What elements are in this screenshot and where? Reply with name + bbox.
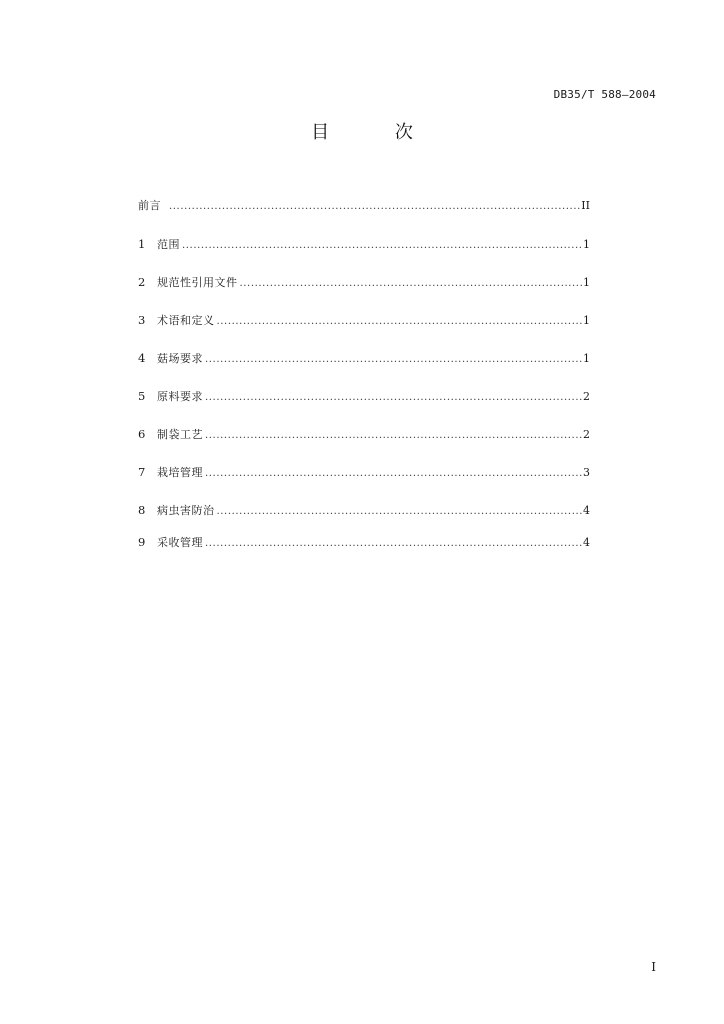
toc-dot-leader xyxy=(182,238,582,254)
toc-entry-label: 规范性引用文件 xyxy=(157,276,238,289)
toc-dot-leader xyxy=(217,314,583,330)
toc-entry-farm-requirements[interactable] xyxy=(138,350,590,366)
toc-dot-leader xyxy=(205,428,582,444)
toc-page-number: 1 xyxy=(583,352,590,365)
toc-dot-leader xyxy=(205,536,582,552)
toc-page-number: 2 xyxy=(583,428,590,441)
toc-page-number: 3 xyxy=(583,466,590,479)
toc-entry-harvest-management[interactable] xyxy=(138,534,590,550)
toc-entry-label: 病虫害防治 xyxy=(157,504,215,517)
toc-page-number: 1 xyxy=(583,314,590,327)
toc-entry-scope[interactable] xyxy=(138,236,590,252)
toc-dot-leader xyxy=(240,276,583,292)
toc-page-number: 4 xyxy=(583,536,590,549)
toc-entry-cultivation-management[interactable] xyxy=(138,464,590,480)
toc-entry-terms-definitions[interactable] xyxy=(138,312,590,328)
toc-dot-leader xyxy=(205,390,582,406)
toc-page-number: 4 xyxy=(583,504,590,517)
toc-entry-label: 制袋工艺 xyxy=(157,428,203,441)
toc-entry-number: 4 xyxy=(138,351,146,365)
toc-entry-number: 7 xyxy=(138,465,146,479)
toc-dot-leader xyxy=(217,504,583,520)
toc-entry-bag-making[interactable] xyxy=(138,426,590,442)
toc-title: 目 次 xyxy=(311,122,443,143)
toc-entry-number: 3 xyxy=(138,313,146,327)
toc-entry-number: 1 xyxy=(138,237,146,251)
toc-entry-number: 6 xyxy=(138,427,146,441)
toc-entry-number: 8 xyxy=(138,503,146,517)
toc-entry-material-requirements[interactable] xyxy=(138,388,590,404)
toc-page-number: 2 xyxy=(583,390,590,403)
toc-entry-label: 栽培管理 xyxy=(157,466,203,479)
toc-entry-foreword[interactable] xyxy=(138,198,590,214)
toc-dot-leader xyxy=(169,199,580,215)
toc-entry-normative-references[interactable] xyxy=(138,274,590,290)
toc-entry-label: 术语和定义 xyxy=(157,314,215,327)
toc-entry-label: 采收管理 xyxy=(157,536,203,549)
toc-entry-pest-control[interactable] xyxy=(138,502,590,518)
toc-entry-label: 菇场要求 xyxy=(157,352,203,365)
toc-entry-number: 9 xyxy=(138,535,146,549)
toc-page-number: 1 xyxy=(583,276,590,289)
toc-page-number: II xyxy=(581,199,590,212)
toc-dot-leader xyxy=(205,352,582,368)
toc-page-number: 1 xyxy=(583,238,590,251)
document-code: DB35/T 588—2004 xyxy=(553,88,656,101)
toc-dot-leader xyxy=(205,466,582,482)
toc-entry-label: 前言 xyxy=(138,199,161,212)
toc-entry-number: 2 xyxy=(138,275,146,289)
page-number: I xyxy=(651,960,656,974)
toc-entry-number: 5 xyxy=(138,389,146,403)
toc-entry-label: 范围 xyxy=(157,238,180,251)
toc-entry-label: 原料要求 xyxy=(157,390,203,403)
